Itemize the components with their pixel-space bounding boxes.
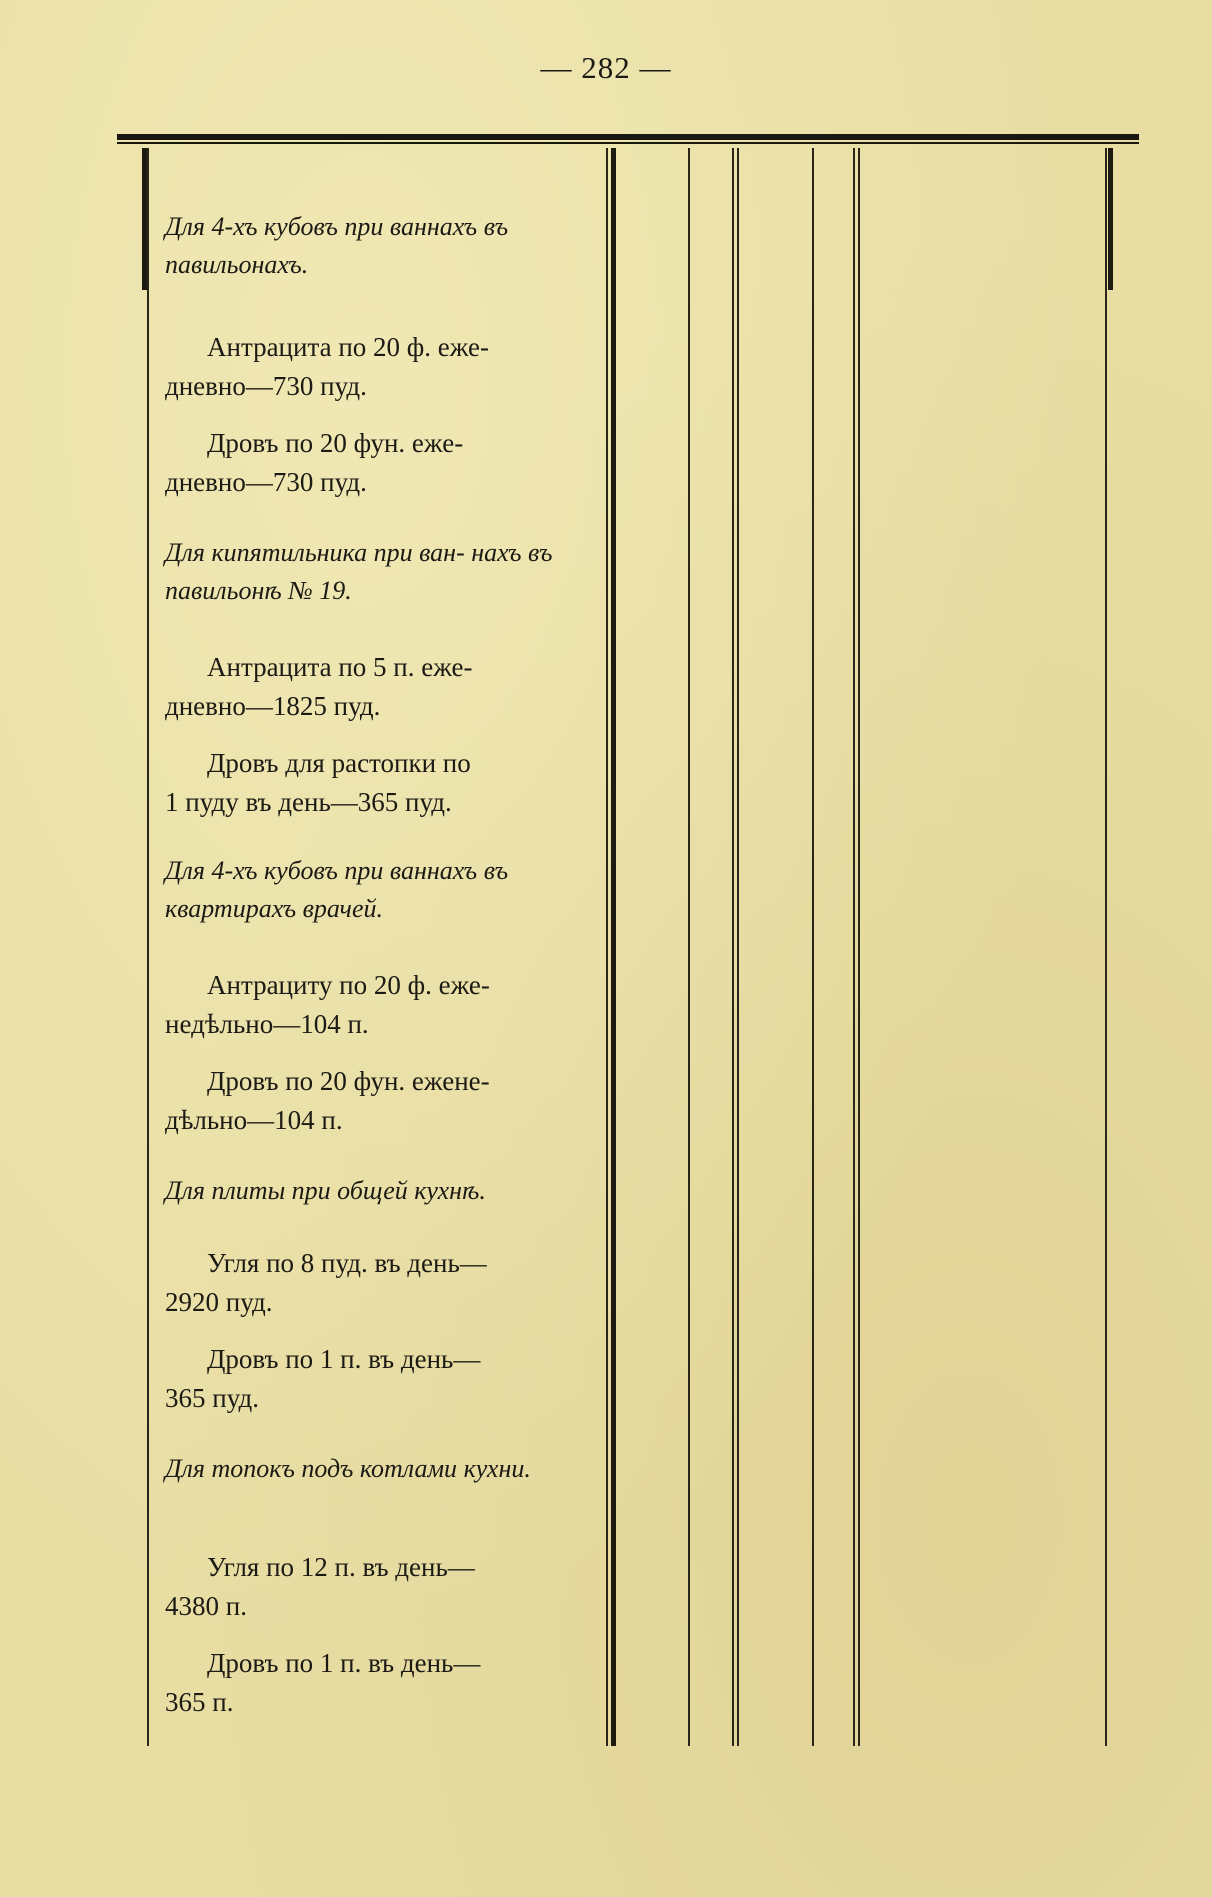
block-9 [165,1172,585,1210]
entry-line: 2920 пуд. [165,1287,273,1317]
block-5 [165,744,585,822]
entry-line: 365 п. [165,1687,234,1717]
table-right-line [1105,148,1107,1746]
column-divider [858,148,860,1746]
block-11 [165,1340,585,1418]
table-left-line [147,148,149,1746]
block-10 [165,1244,585,1322]
block-13 [165,1548,585,1626]
column-divider [688,148,690,1746]
entry-line: дневно—1825 пуд. [165,691,381,721]
column-divider [853,148,855,1746]
entry-line: дневно—730 пуд. [165,371,367,401]
entry-line: 365 пуд. [165,1383,259,1413]
entry-line: Дровъ по 1 п. въ день— [207,1648,481,1678]
block-6 [165,852,585,928]
entry-line: Дровъ по 20 фун. ежене- [207,1066,490,1096]
heading-line: нахъ въ павильонѣ № 19. [165,538,553,605]
entry-line: Угля по 12 п. въ день— [207,1552,475,1582]
entry-line: Антрацита по 20 ф. еже- [207,332,490,362]
block-3 [165,534,585,610]
heading-line: Для 4-хъ кубовъ при ваннахъ [165,856,478,885]
column-divider [812,148,814,1746]
heading-line: Для топокъ подъ котлами [165,1454,458,1483]
heading-line: Для 4-хъ кубовъ при ваннахъ [165,212,478,241]
page-number: — 282 — [540,50,672,85]
heading-line: Для кипятильника при ван- [165,538,465,567]
heading-line: Для плиты при общей кухнѣ. [165,1176,486,1205]
column-divider [737,148,739,1746]
entry-line: Антрациту по 20 ф. еже- [207,970,490,1000]
block-4 [165,648,585,726]
entry-line: 4380 п. [165,1591,247,1621]
block-8 [165,1062,585,1140]
heading-line: въ павильонахъ. [165,212,509,279]
top-rule [117,134,1139,140]
table-right-border [1108,148,1113,290]
entry-line: 1 пуду въ день—365 пуд. [165,787,452,817]
entry-line: недѣльно—104 п. [165,1009,369,1039]
entry-line: Дровъ для растопки по [207,748,471,778]
block-7 [165,966,585,1044]
heading-line: кухни. [463,1454,531,1483]
column-divider [732,148,734,1746]
block-14 [165,1644,585,1722]
block-0 [165,208,585,284]
entry-line: дневно—730 пуд. [165,467,367,497]
block-12 [165,1450,585,1488]
column-divider [606,148,608,1746]
entry-line: Антрацита по 5 п. еже- [207,652,473,682]
block-2 [165,424,585,502]
top-rule-thin [117,142,1139,144]
entry-line: Дровъ по 20 фун. еже- [207,428,464,458]
block-1 [165,328,585,406]
entry-line: Угля по 8 пуд. въ день— [207,1248,487,1278]
entry-line: Дровъ по 1 п. въ день— [207,1344,481,1374]
heading-line: въ квартирахъ врачей. [165,856,509,923]
column-divider [611,148,616,1746]
entry-line: дѣльно—104 п. [165,1105,343,1135]
